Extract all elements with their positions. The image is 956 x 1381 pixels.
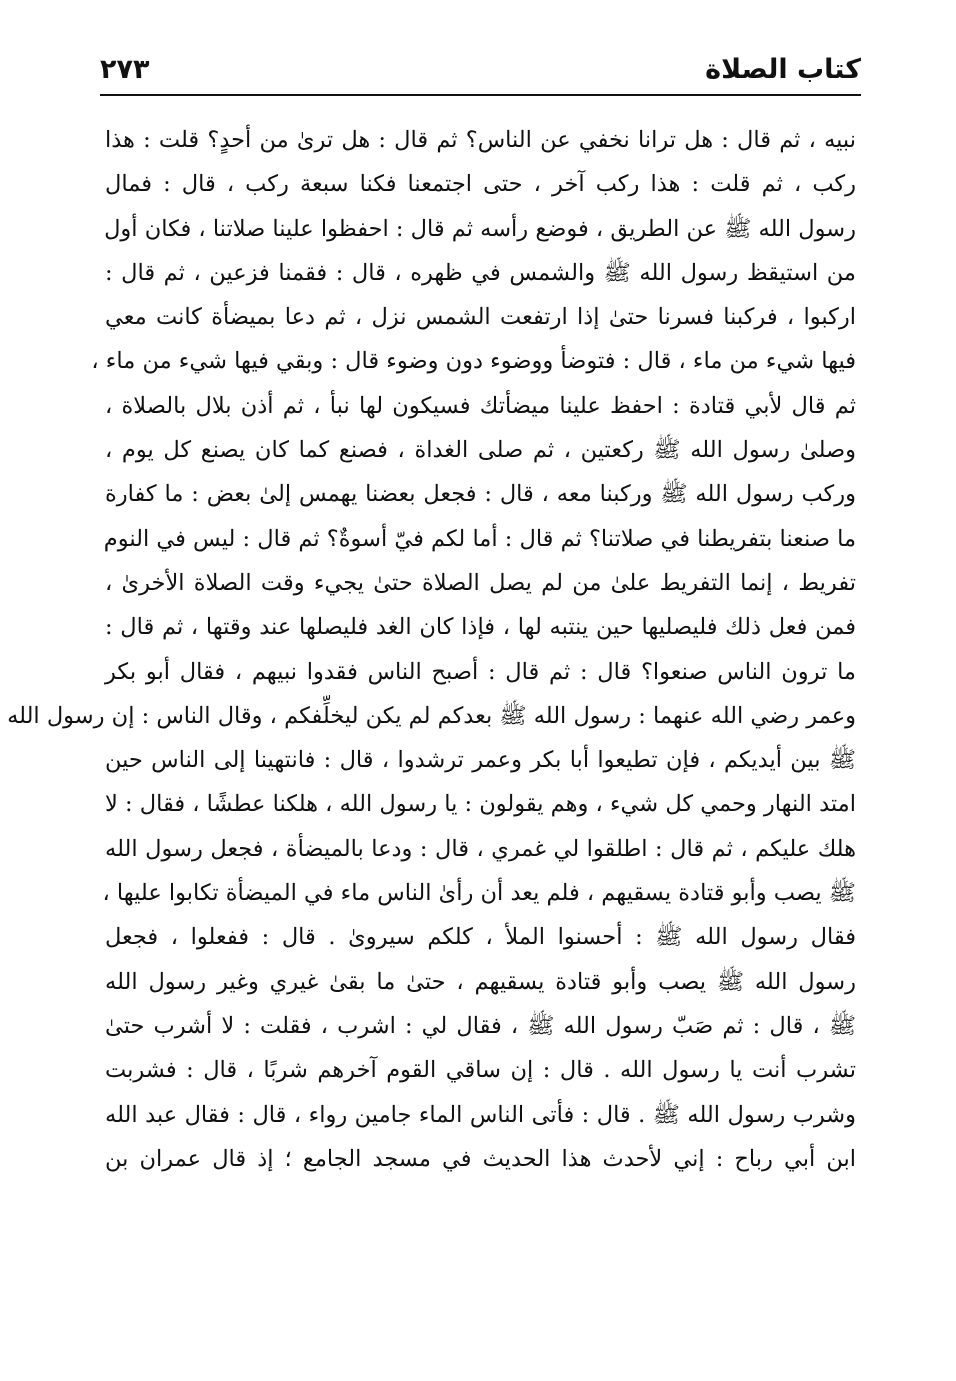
chapter-title: كتاب الصلاة	[705, 54, 861, 85]
text-line: امتد النهار وحمي كل شيء ، وهم يقولون : يا رسول الله ، هلكنا عطشًا ، فقال : لا	[105, 791, 856, 818]
text-line: ما صنعنا بتفريطنا في صلاتنا؟ ثم قال : أما لكم فيّ أسوةٌ؟ ثم قال : ليس في النوم	[103, 525, 856, 552]
text-line: هلك عليكم ، ثم قال : اطلقوا لي غمري ، قال : ودعا بالميضأة ، فجعل رسول الله	[105, 835, 856, 862]
text-line: وعمر رضي الله عنهما : رسول الله ﷺ بعدكم لم يكن ليخلِّفكم ، وقال الناس : إن رسول الله	[7, 702, 856, 729]
text-line: وركب رسول الله ﷺ وركبنا معه ، قال : فجعل بعضنا يهمس إلىٰ بعض : ما كفارة	[105, 481, 856, 508]
text-line: ﷺ ، قال : ثم صَبّ رسول الله ﷺ ، فقال لي : اشرب ، فقلت : لا أشرب حتىٰ	[105, 1012, 856, 1039]
text-line: نبيه ، ثم قال : هل ترانا نخفي عن الناس؟ ثم قال : هل ترىٰ من أحدٍ؟ قلت : هذا	[105, 127, 856, 153]
text-line: فقال رسول الله ﷺ : أحسنوا الملأ ، كلكم سيروىٰ . قال : ففعلوا ، فجعل	[105, 924, 856, 951]
text-line: وشرب رسول الله ﷺ . قال : فأتى الناس الماء جامين رواء ، قال : فقال عبد الله	[105, 1101, 856, 1128]
text-line: تشرب أنت يا رسول الله . قال : إن ساقي القوم آخرهم شربًا ، قال : فشربت	[105, 1057, 856, 1084]
text-line: من استيقظ رسول الله ﷺ والشمس في ظهره ، قال : فقمنا فزعين ، ثم قال :	[105, 259, 856, 286]
text-line: ابن أبي رباح : إني لأحدث هذا الحديث في مسجد الجامع ؛ إذ قال عمران بن	[105, 1145, 856, 1172]
text-line: ثم قال لأبي قتادة : احفظ علينا ميضأتك فسيكون لها نبأ ، ثم أذن بلال بالصلاة ،	[105, 392, 856, 419]
text-line: ما ترون الناس صنعوا؟ قال : ثم قال : أصبح الناس فقدوا نبيهم ، فقال أبو بكر	[105, 658, 856, 685]
text-line: تفريط ، إنما التفريط علىٰ من لم يصل الصلاة حتىٰ يجيء وقت الصلاة الأخرىٰ ،	[105, 569, 856, 596]
text-line: ﷺ يصب وأبو قتادة يسقيهم ، فلم يعد أن رأىٰ الناس ماء في الميضأة تكابوا عليها ،	[102, 880, 856, 907]
text-line: رسول الله ﷺ عن الطريق ، فوضع رأسه ثم قال : احفظوا علينا صلاتنا ، فكان أول	[104, 215, 856, 242]
text-line: فيها شيء من ماء ، قال : فتوضأ ووضوء دون وضوء قال : وبقي فيها شيء من ماء ،	[91, 348, 856, 375]
header-divider	[100, 94, 861, 96]
text-line: ركب ، ثم قلت : هذا ركب آخر ، حتى اجتمعنا فكنا سبعة ركب ، قال : فمال	[105, 171, 856, 198]
text-line: ﷺ بين أيديكم ، فإن تطيعوا أبا بكر وعمر ترشدوا ، قال : فانتهينا إلى الناس حين	[105, 747, 856, 774]
page-header	[100, 50, 861, 96]
text-line: فمن فعل ذلك فليصليها حين ينتبه لها ، فإذا كان الغد فليصلها عند وقتها ، ثم قال :	[105, 614, 856, 641]
text-line: رسول الله ﷺ يصب وأبو قتادة يسقيهم ، حتىٰ ما بقىٰ غيري وغير رسول الله	[105, 968, 856, 995]
page-body-text	[7, 118, 856, 1181]
page-number: ٢٧٣	[100, 54, 150, 85]
text-line: وصلىٰ رسول الله ﷺ ركعتين ، ثم صلى الغداة ، فصنع كما كان يصنع كل يوم ،	[105, 437, 856, 464]
text-line: اركبوا ، فركبنا فسرنا حتىٰ إذا ارتفعت الشمس نزل ، ثم دعا بميضأة كانت معي	[105, 304, 856, 331]
